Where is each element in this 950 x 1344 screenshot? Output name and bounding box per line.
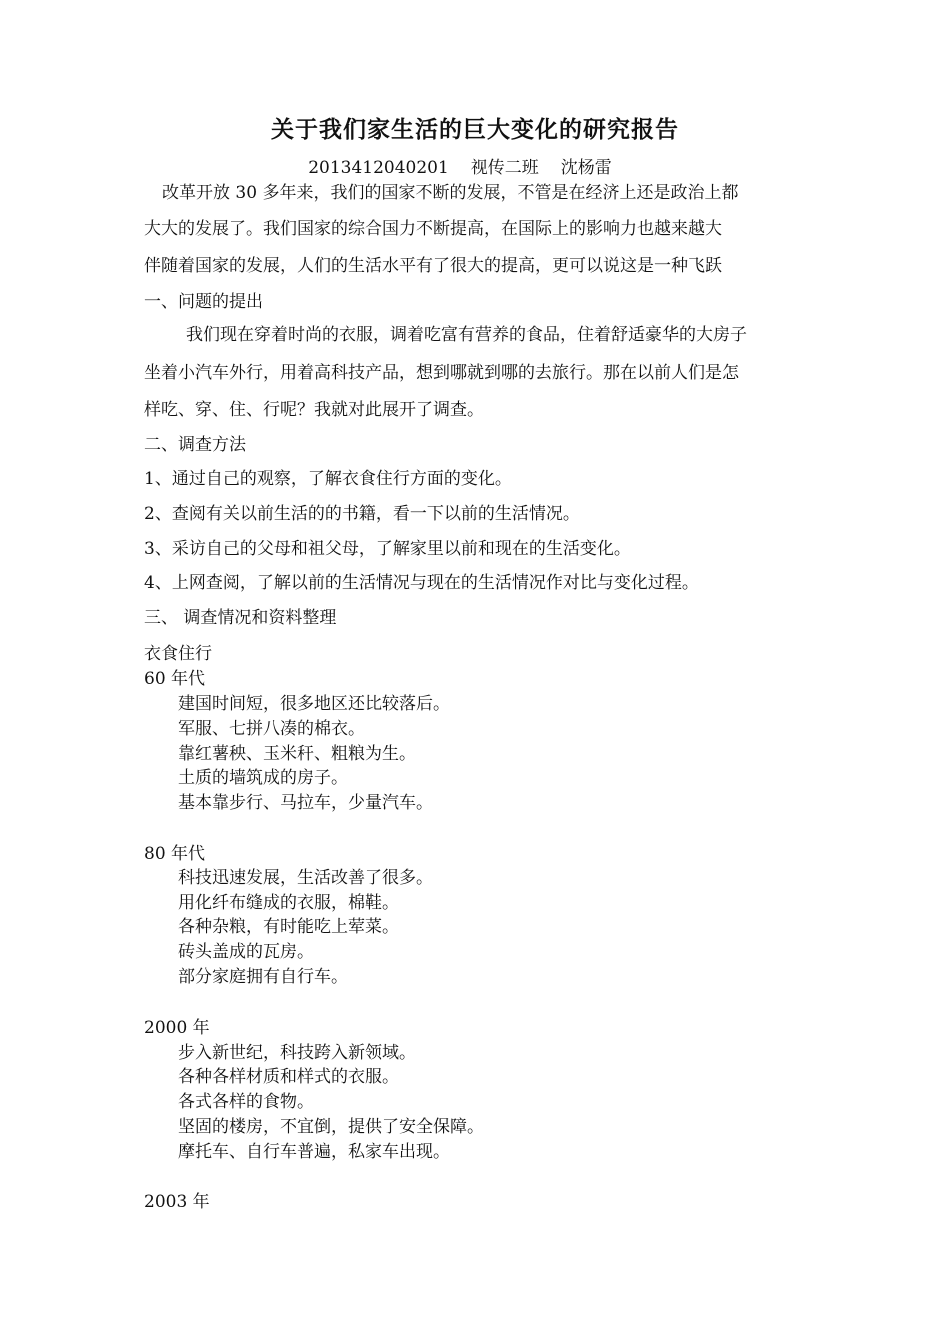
era-label: 60 年代 [144, 669, 206, 689]
era-label: 2003 年 [144, 1192, 210, 1212]
method-item: 3、采访自己的父母和祖父母，了解家里以前和现在的生活变化。 [144, 539, 631, 559]
method-item: 2、查阅有关以前生活的的书籍，看一下以前的生活情况。 [144, 504, 580, 524]
era-item: 建国时间短，很多地区还比较落后。 [178, 694, 450, 714]
era-item: 军服、七拼八凑的棉衣。 [178, 719, 365, 739]
era-item: 各种各样材质和样式的衣服。 [178, 1067, 399, 1087]
era-item: 摩托车、自行车普遍，私家车出现。 [178, 1142, 450, 1162]
author-name: 沈杨雷 [560, 158, 612, 178]
era-item: 砖头盖成的瓦房。 [178, 942, 314, 962]
era-item: 各种杂粮，有时能吃上荤菜。 [178, 917, 399, 937]
section-heading: 二、调查方法 [144, 435, 246, 455]
era-item: 坚固的楼房，不宜倒，提供了安全保障。 [178, 1117, 484, 1137]
intro-line: 大大的发展了。我们国家的综合国力不断提高，在国际上的影响力也越来越大 [144, 219, 722, 239]
era-label: 80 年代 [144, 844, 206, 864]
intro-line: 伴随着国家的发展，人们的生活水平有了很大的提高，更可以说这是一种飞跃 [144, 256, 722, 276]
era-item: 土质的墙筑成的房子。 [178, 768, 348, 788]
method-item: 1、通过自己的观察，了解衣食住行方面的变化。 [144, 469, 512, 489]
era-label: 2000 年 [144, 1018, 210, 1038]
class-name: 视传二班 [470, 158, 539, 178]
era-item: 部分家庭拥有自行车。 [178, 967, 348, 987]
era-item: 科技迅速发展，生活改善了很多。 [178, 868, 433, 888]
subheading: 衣食住行 [144, 644, 212, 664]
era-item: 用化纤布缝成的衣服，棉鞋。 [178, 893, 399, 913]
era-item: 基本靠步行、马拉车，少量汽车。 [178, 793, 433, 813]
author-line [0, 156, 920, 180]
era-item: 各式各样的食物。 [178, 1092, 314, 1112]
era-item: 步入新世纪，科技跨入新领域。 [178, 1043, 416, 1063]
report-title: 关于我们家生活的巨大变化的研究报告 [271, 117, 679, 143]
method-item: 4、上网查阅，了解以前的生活情况与现在的生活情况作对比与变化过程。 [144, 573, 699, 593]
section-heading: 三、 调查情况和资料整理 [144, 608, 337, 628]
paragraph-line: 坐着小汽车外行，用着高科技产品，想到哪就到哪的去旅行。那在以前人们是怎 [144, 363, 739, 383]
paragraph-line: 我们现在穿着时尚的衣服，调着吃富有营养的食品，住着舒适豪华的大房子 [186, 325, 747, 345]
paragraph-line: 样吃、穿、住、行呢？我就对此展开了调查。 [144, 400, 484, 420]
intro-line: 改革开放 30 多年来，我们的国家不断的发展，不管是在经济上还是政治上都 [162, 183, 739, 203]
section-heading: 一、问题的提出 [144, 292, 263, 312]
student-id: 2013412040201 [308, 158, 449, 178]
era-item: 靠红薯秧、玉米秆、粗粮为生。 [178, 744, 416, 764]
